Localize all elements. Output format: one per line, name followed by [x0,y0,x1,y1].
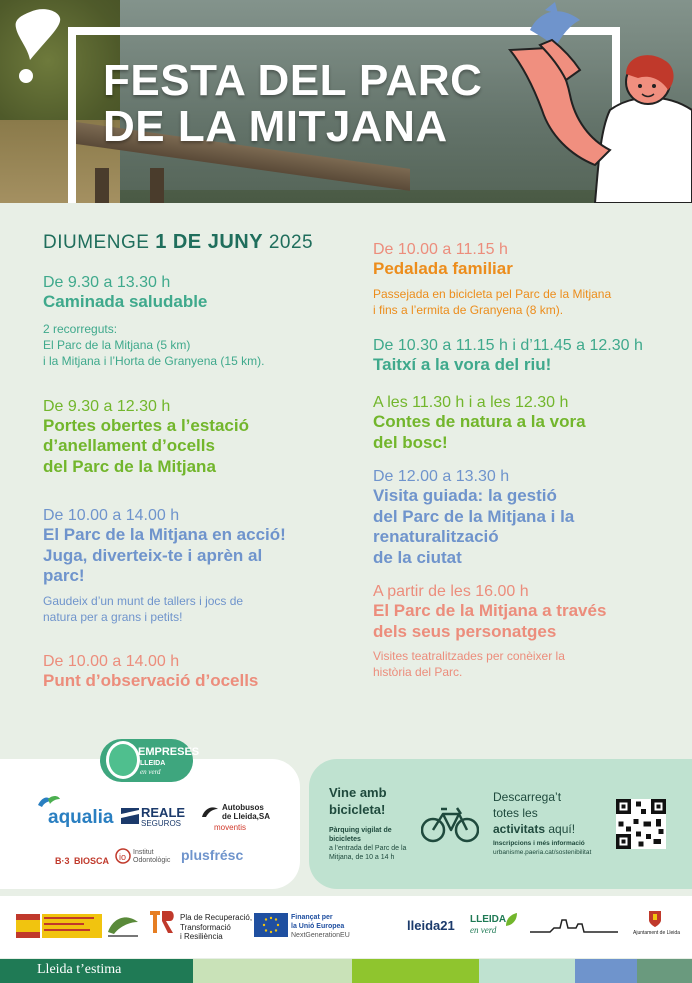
desc-line: i fins a l’ermita de Granyena (8 km). [373,302,564,317]
lleida-verd-text: LLEIDA [470,914,507,925]
recovery-plan-text [180,913,252,942]
event-name: Pedalada familiar [373,259,513,278]
institutional-logos [0,896,692,958]
name-line: del Parc de la Mitjana [43,456,216,476]
name-line: Juga, diverteix-te i aprèn al [43,545,263,565]
recovery-line: i Resiliència [180,932,223,941]
footer-segment [575,959,637,983]
download-bold: activitats [493,822,546,836]
eu-line: Finançat per [291,914,333,921]
desc-line: 2 recorreguts: [43,321,118,336]
download-line: aquí! [548,822,576,836]
desc-line: Visites teatralitzades per conèixer la [373,649,565,663]
event-portes-obertes [43,397,343,478]
footer-segment [637,959,692,983]
desc-line: El Parc de la Mitjana (5 km) [43,337,191,352]
exclamation-logo-icon [8,8,63,88]
badge-line: en verd [140,768,161,776]
note-line: bicicletes [329,836,361,843]
name-line: del Parc de la Mitjana i la [373,506,575,526]
event-time: De 12.00 a 13.30 h [373,468,510,485]
desc-line: natura per a grans i petits! [43,609,183,624]
svg-text:io: io [119,852,127,862]
institut-text: Odontològic [133,857,171,864]
event-time: De 10.00 a 14.00 h [43,652,180,670]
recovery-line: Transformació [180,922,231,932]
name-line: dels seus personatges [373,621,557,641]
event-time: A partir de les 16.00 h [373,583,529,600]
plusfresc-text: plusfrésc [181,847,244,863]
footer-segment [352,959,479,983]
name-line: del bosc! [373,432,448,452]
note-line: a l’entrada del Parc de la [329,845,407,852]
title-line-1: FESTA DEL PARC [103,56,483,105]
title-line-2: DE LA MITJANA [103,102,448,151]
plusfresc-logo [181,847,243,865]
name-line: Contes de natura a la vora [373,412,586,431]
desc-line: Gaudeix d’un munt de tallers i jocs de [43,593,244,608]
eu-line: la Unió Europea [291,923,345,930]
event-contes [373,393,683,453]
ajuntament-label: Ajuntament de Lleida [633,930,680,936]
event-name [373,601,683,642]
desc-line: Passejada en bicicleta pel Parc de la Mitjana [373,286,612,301]
event-time: De 9.30 a 13.30 h [43,274,171,291]
moventis-text: moventis [214,823,247,832]
biosca-mark-icon: B·3 [55,856,70,866]
badge-title [138,746,199,759]
bicycle-icon [421,804,479,844]
bike-parking-note [329,826,406,862]
leaf-icon [504,912,518,928]
event-description [43,321,343,369]
event-name [43,416,343,478]
footer-segment [479,959,575,983]
prtr-logo-icon [148,909,176,937]
desc-line: història del Parc. [373,665,463,679]
event-time: De 10.30 a 11.15 h i d’11.45 a 12.30 h [373,336,643,354]
date-year: 2025 [268,232,314,253]
headline-line: Vine amb [329,785,387,800]
eu-funding-text [291,913,350,940]
event-date [43,231,313,254]
event-parc-en-accio [43,506,343,625]
event-time: A les 11.30 h i a les 12.30 h [373,394,569,411]
bus-swoosh-icon [200,805,220,819]
person-with-bird-illustration [500,0,692,203]
desc-line: i la Mitjana i l’Horta de Granyena (15 km). [43,353,265,368]
bike-info-panel [309,759,692,889]
event-time: De 9.30 a 12.30 h [43,397,171,415]
event-name: Punt d’observació d’ocells [43,670,259,690]
hero-banner [0,0,692,203]
date-weekday: DIUMENGE [43,232,150,253]
schedule-left-column [43,273,343,691]
page-title [103,58,482,150]
badge-subtitle [140,759,165,777]
qr-code-icon[interactable] [616,799,666,849]
name-line: El Parc de la Mitjana a través [373,601,607,620]
autobusos-text: de Lleida,SA [222,812,271,821]
red-biodiversidad-logo-icon [106,912,140,940]
event-observacio-ocells [43,652,343,692]
event-taitxi [373,336,683,376]
footer-brand: Lleida t’estima [0,959,193,983]
date-day: 1 DE JUNY [155,231,264,253]
event-time: De 10.00 a 11.15 h [373,241,508,258]
name-line: d’anellament d’ocells [43,436,215,455]
seu-vella-skyline-icon [530,916,618,934]
ajuntament-text [633,930,680,936]
name-line: de la ciutat [373,547,462,567]
tooth-icon [115,847,131,865]
event-name [43,525,343,587]
info-line: Inscripcions i més informació [493,840,585,847]
headline-line: bicicleta! [329,802,386,817]
schedule-right-column [373,240,683,680]
empreses-lleida-en-verd-badge [100,739,200,782]
footer-bar [0,959,692,983]
name-line: renaturalització [373,527,499,546]
lleida-coat-of-arms-icon [648,910,662,928]
autobusos-text: Autobusos [222,803,264,812]
info-url: urbanisme.paeria.cat/sostenibilitat [493,849,592,856]
event-time: De 10.00 a 14.00 h [43,507,180,524]
reale-subtext: SEGUROS [141,819,182,828]
name-line: El Parc de la Mitjana en acció! [43,525,286,544]
lleida-en-verd-logo [470,914,506,935]
reale-text: REALE [141,805,186,820]
biosca-text: BIOSCA [73,856,109,866]
event-pedalada [373,240,683,318]
note-line: Mitjana, de 10 a 14 h [329,854,395,861]
footer-segment [193,959,352,983]
download-line: Descarrega’t [493,790,562,804]
info-link[interactable] [493,839,591,857]
lleida21-logo [407,918,455,933]
download-line: totes les [493,806,538,820]
eu-flag-icon [254,913,288,937]
name-line: parc! [43,566,85,585]
badge-line: LLEIDA [140,760,166,767]
recovery-line: Pla de Recuperació, [180,913,253,922]
badge-line: EMPRESES [138,746,200,758]
event-description [373,286,683,318]
reale-flag-icon [121,808,139,824]
name-line: Visita guiada: la gestió [373,486,557,505]
download-text [493,789,575,837]
event-description [373,648,683,680]
event-description [43,593,343,625]
aqualia-text: aqualia [48,807,114,828]
institut-text: Institut [133,849,154,856]
lleida-verd-text: en verd [470,925,497,935]
event-visita-guiada [373,467,683,568]
spain-government-logo-icon [16,914,102,938]
biosca-logo [55,851,109,869]
event-name: Caminada saludable [43,292,208,311]
event-name [373,412,683,453]
note-line: Pàrquing vigilat de [329,827,392,834]
name-line: Portes obertes a l’estació [43,415,249,435]
lleida21-text: lleida21 [407,918,455,933]
eu-line: NextGenerationEU [291,932,350,939]
bike-headline [329,784,387,818]
event-name [373,486,683,568]
event-name: Taitxí a la vora del riu! [373,354,552,374]
leaf-e-icon [106,741,140,779]
event-caminada [43,273,343,369]
event-personatges [373,582,683,680]
